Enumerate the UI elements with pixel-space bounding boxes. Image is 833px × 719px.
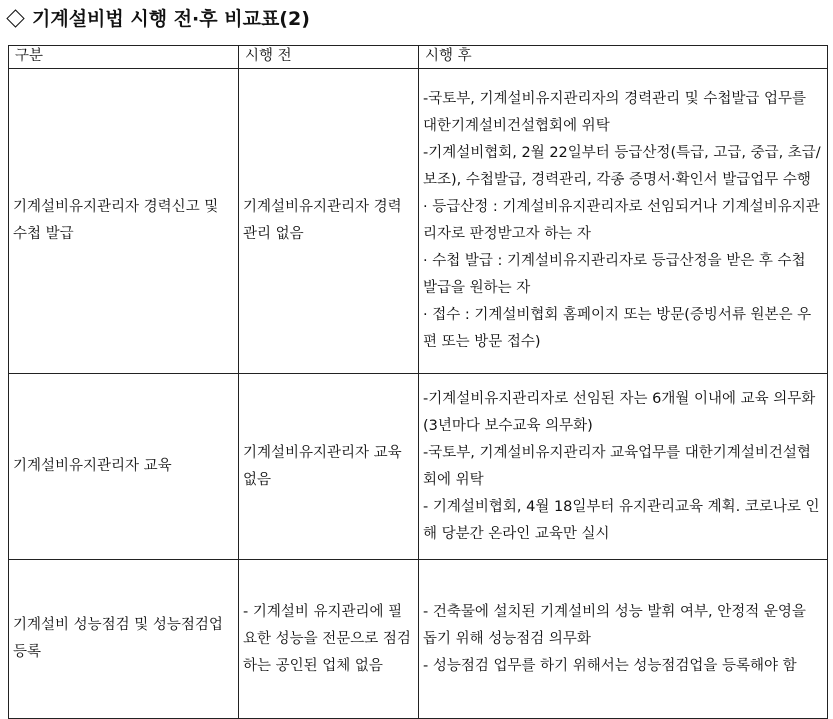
- title-text: 기계설비법 시행 전·후 비교표(2): [32, 8, 310, 30]
- table-row: [9, 69, 828, 374]
- after-item: - 기계설비협회, 4월 18일부터 유지관리교육 계획. 코로나로 인해 당분간 온라인 교육만 실시: [423, 498, 820, 542]
- diamond-bullet-icon: [6, 9, 24, 27]
- after-item: -기계설비협회, 2월 22일부터 등급산정(특급, 고급, 중급, 초급/보조), 수첩발급, 경력관리, 각종 증명서·확인서 발급업무 수행: [423, 145, 821, 188]
- row-before: 기계설비유지관리자 경력관리 없음: [239, 69, 419, 374]
- after-item: · 수첩 발급 : 기계설비유지관리자로 등급산정을 받은 후 수첩 발급을 원하는 자: [423, 253, 806, 296]
- document-title: [6, 4, 310, 31]
- after-item: · 등급산정 : 기계설비유지관리자로 선임되거나 기계설비유지관리자로 판정받고자 하는 자: [423, 199, 820, 242]
- row-before: - 기계설비 유지관리에 필요한 성능을 전문으로 점검하는 공인된 업체 없음: [239, 560, 419, 719]
- header-before: 시행 전: [239, 46, 419, 69]
- row-category: 기계설비유지관리자 경력신고 및 수첩 발급: [9, 69, 239, 374]
- row-category: 기계설비 성능점검 및 성능점검업 등록: [9, 560, 239, 719]
- table-header-row: [9, 46, 828, 69]
- header-after: 시행 후: [419, 46, 828, 69]
- row-before: 기계설비유지관리자 교육 없음: [239, 374, 419, 560]
- after-item: -기계설비유지관리자로 선임된 자는 6개월 이내에 교육 의무화(3년마다 보수교육 의무화): [423, 390, 816, 434]
- table-row: [9, 374, 828, 560]
- after-item: -국토부, 기계설비유지관리자의 경력관리 및 수첩발급 업무를 대한기계설비건설협회에 위탁: [423, 91, 807, 134]
- row-after: [419, 560, 828, 719]
- row-after: [419, 69, 828, 374]
- table-row: [9, 560, 828, 719]
- row-after: [419, 374, 828, 560]
- comparison-table: [8, 45, 828, 719]
- after-item: - 성능점검 업무를 하기 위해서는 성능점검업을 등록해야 함: [423, 657, 797, 674]
- header-category: 구분: [9, 46, 239, 69]
- after-item: - 건축물에 설치된 기계설비의 성능 발휘 여부, 안정적 운영을 돕기 위해 성능점검 의무화: [423, 603, 806, 647]
- after-item: -국토부, 기계설비유지관리자 교육업무를 대한기계설비건설협회에 위탁: [423, 444, 811, 488]
- after-item: · 접수 : 기계설비협회 홈페이지 또는 방문(증빙서류 원본은 우편 또는 방문 접수): [423, 307, 812, 350]
- row-category: 기계설비유지관리자 교육: [9, 374, 239, 560]
